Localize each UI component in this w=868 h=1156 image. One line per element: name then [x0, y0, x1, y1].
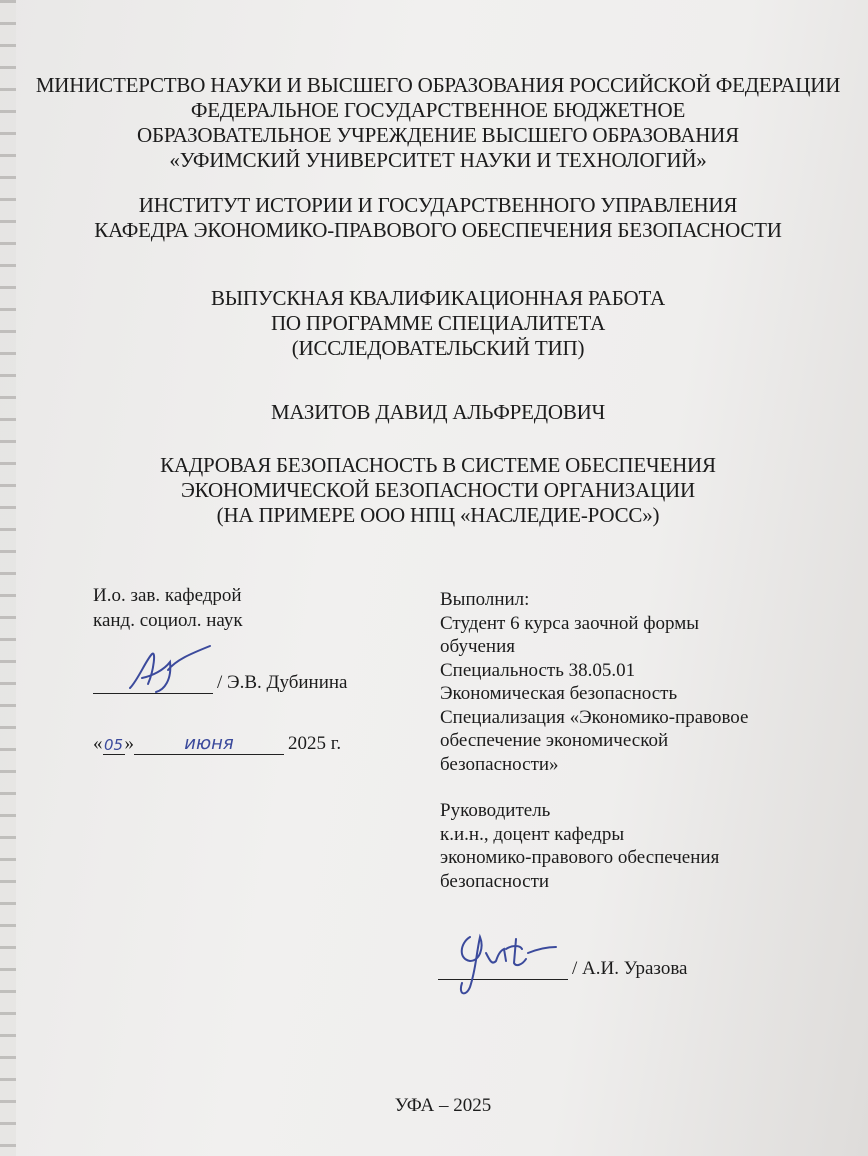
student-line: Студент 6 курса заочной формы [440, 612, 700, 634]
spiral-binding-edge [0, 0, 16, 1156]
student-label: Выполнил: [440, 589, 530, 610]
signature-underline [93, 693, 213, 694]
date-month: июня [134, 733, 284, 755]
student-line: обучения [440, 636, 516, 657]
date-open-quote: « [93, 733, 103, 754]
student-line: безопасности» [440, 753, 559, 775]
supervisor-label: Руководитель [440, 800, 551, 821]
student-line: Специальность 38.05.01 [440, 659, 636, 681]
thesis-topic [4, 453, 868, 528]
topic-line: КАДРОВАЯ БЕЗОПАСНОСТЬ В СИСТЕМЕ ОБЕСПЕЧЕНИЯ [160, 453, 716, 477]
institute-name: ИНСТИТУТ ИСТОРИИ И ГОСУДАРСТВЕННОГО УПРАВЛЕНИЯ [138, 193, 738, 217]
signature-underline [438, 979, 568, 980]
ministry-line: ФЕДЕРАЛЬНОЕ ГОСУДАРСТВЕННОЕ БЮДЖЕТНОЕ [190, 98, 686, 122]
head-of-department-block [93, 583, 243, 633]
head-date-line [93, 733, 341, 755]
ministry-line: МИНИСТЕРСТВО НАУКИ И ВЫСШЕГО ОБРАЗОВАНИЯ РОССИЙСКОЙ ФЕДЕРАЦИИ [35, 73, 841, 97]
head-signature-line [93, 672, 347, 694]
head-title: И.о. зав. кафедрой [93, 585, 242, 606]
thesis-type [4, 286, 868, 361]
university-name: «УФИМСКИЙ УНИВЕРСИТЕТ НАУКИ И ТЕХНОЛОГИЙ» [169, 148, 707, 172]
date-close-quote: » [124, 733, 134, 754]
ministry-header [4, 73, 868, 173]
student-block [440, 588, 800, 893]
ministry-line: ОБРАЗОВАТЕЛЬНОЕ УЧРЕЖДЕНИЕ ВЫСШЕГО ОБРАЗОВАНИЯ [137, 123, 739, 147]
department-name: КАФЕДРА ЭКОНОМИКО-ПРАВОВОГО ОБЕСПЕЧЕНИЯ БЕЗОПАСНОСТИ [94, 218, 782, 242]
thesis-type-line: ПО ПРОГРАММЕ СПЕЦИАЛИТЕТА [270, 311, 606, 335]
head-degree: канд. социол. наук [93, 610, 243, 631]
thesis-type-line: (ИССЛЕДОВАТЕЛЬСКИЙ ТИП) [291, 336, 585, 360]
topic-line: ЭКОНОМИЧЕСКОЙ БЕЗОПАСНОСТИ ОРГАНИЗАЦИИ [181, 478, 695, 502]
supervisor-line: экономико-правового обеспечения [440, 847, 720, 868]
thesis-type-line: ВЫПУСКНАЯ КВАЛИФИКАЦИОННАЯ РАБОТА [211, 286, 665, 310]
author-name: МАЗИТОВ ДАВИД АЛЬФРЕДОВИЧ [270, 400, 606, 424]
supervisor-line: безопасности [440, 870, 550, 892]
date-day: 05 [103, 736, 124, 754]
date-year: 2025 г. [288, 733, 342, 754]
institute-header [4, 193, 868, 243]
topic-line: (НА ПРИМЕРЕ ООО НПЦ «НАСЛЕДИЕ-РОСС») [216, 503, 660, 527]
supervisor-signature-line [438, 958, 687, 980]
supervisor-name: / А.И. Уразова [572, 958, 688, 979]
head-name: / Э.В. Дубинина [217, 672, 348, 693]
student-line: Специализация «Экономико-правовое [440, 706, 749, 728]
city-year: УФА – 2025 [394, 1095, 492, 1116]
student-line: Экономическая безопасность [440, 683, 678, 704]
student-line: обеспечение экономической [440, 730, 669, 751]
supervisor-line: к.и.н., доцент кафедры [440, 823, 625, 845]
